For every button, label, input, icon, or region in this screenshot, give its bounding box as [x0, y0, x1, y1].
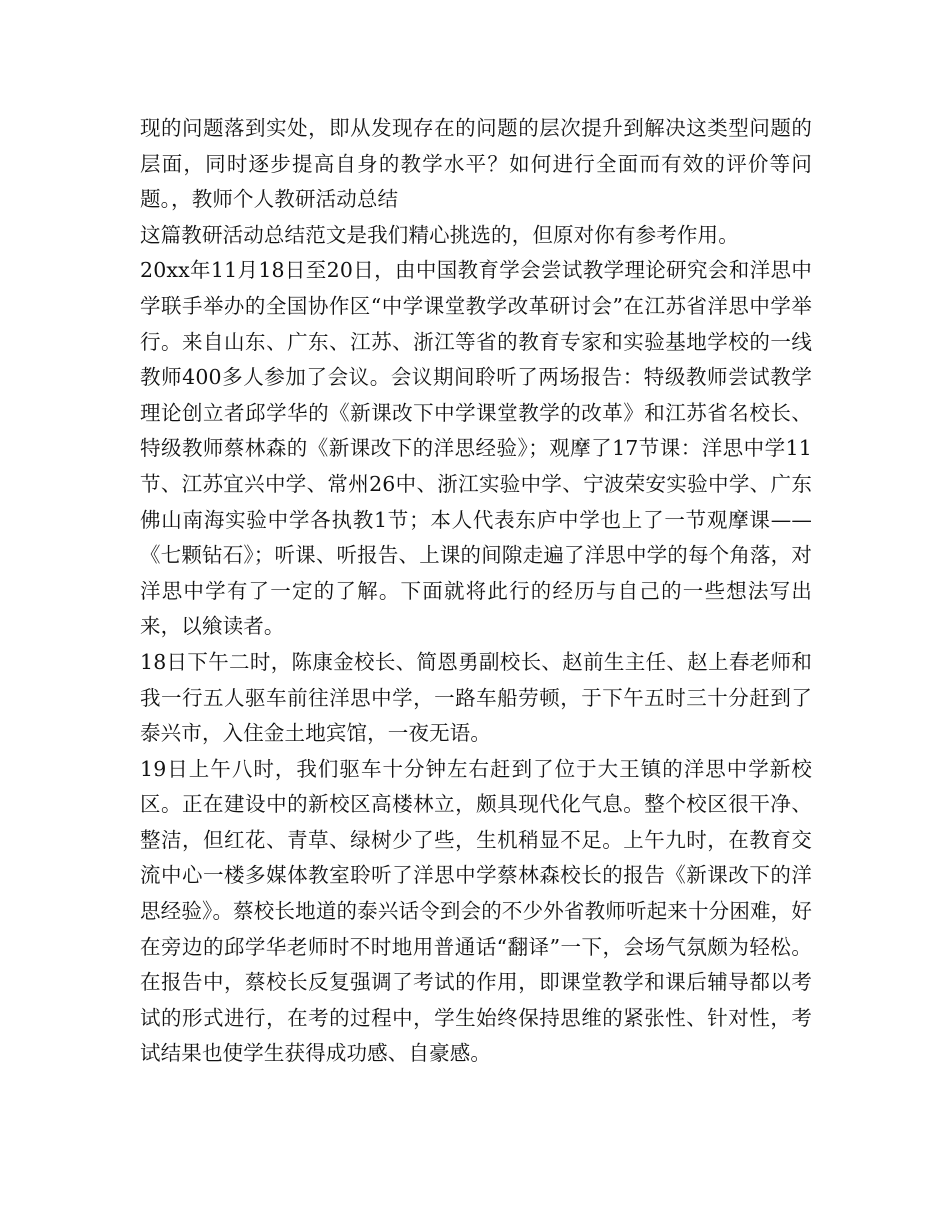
paragraph-2: 这篇教研活动总结范文是我们精心挑选的，但原对你有参考作用。 [140, 222, 739, 247]
paragraph-5: 19日上午八时，我们驱车十分钟左右赶到了位于大王镇的洋思中学新校区。正在建设中的新校区高楼林立，颇具现代化气息。整个校区很干净、整洁，但红花、青草、绿树少了些，生机稍显不足。上午九时，在教育交流中心一楼多媒体教室聆听了洋思中学蔡林森校长的报告《新课改下的洋思经验》。蔡校长地道的泰兴话令到会的不少外省教师听起来十分困难，好在旁边的邱学华老师时不时地用普通话“翻译”一下，会场气氛颇为轻松。在报告中，蔡校长反复强调了考试的作用，即课堂教学和课后辅导都以考试的形式进行，在考的过程中，学生始终保持思维的紧张性、针对性，考试结果也使学生获得成功感、自豪感。 [140, 756, 812, 1066]
paragraph-1: 现的问题落到实处，即从发现存在的问题的层次提升到解决这类型问题的层面，同时逐步提高自身的教学水平？如何进行全面而有效的评价等问题。，教师个人教研活动总结 [140, 116, 812, 212]
paragraph-4: 18日下午二时，陈康金校长、简恩勇副校长、赵前生主任、赵上春老师和我一行五人驱车前往洋思中学，一路车船劳顿，于下午五时三十分赶到了泰兴市，入住金土地宾馆，一夜无语。 [140, 649, 812, 746]
paragraph-3: 20xx年11月18日至20日，由中国教育学会尝试教学理论研究会和洋思中学联手举办的全国协作区“中学课堂教学改革研讨会”在江苏省洋思中学举行。来自山东、广东、江苏、浙江等省的教育专家和实验基地学校的一线教师400多人参加了会议。会议期间聆听了两场报告：特级教师尝试教学理论创立者邱学华的《新课改下中学课堂教学的改革》和江苏省名校长、特级教师蔡林森的《新课改下的洋思经验》；观摩了17节课：洋思中学11节、江苏宜兴中学、常州26中、浙江实验中学、宁波荣安实验中学、广东佛山南海实验中学各执教1节；本人代表东庐中学也上了一节观摩课——《七颗钻石》；听课、听报告、上课的间隙走遍了洋思中学的每个角落，对洋思中学有了一定的了解。下面就将此行的经历与自己的一些想法写出来，以飨读者。 [140, 258, 812, 639]
document-body [140, 111, 812, 1072]
